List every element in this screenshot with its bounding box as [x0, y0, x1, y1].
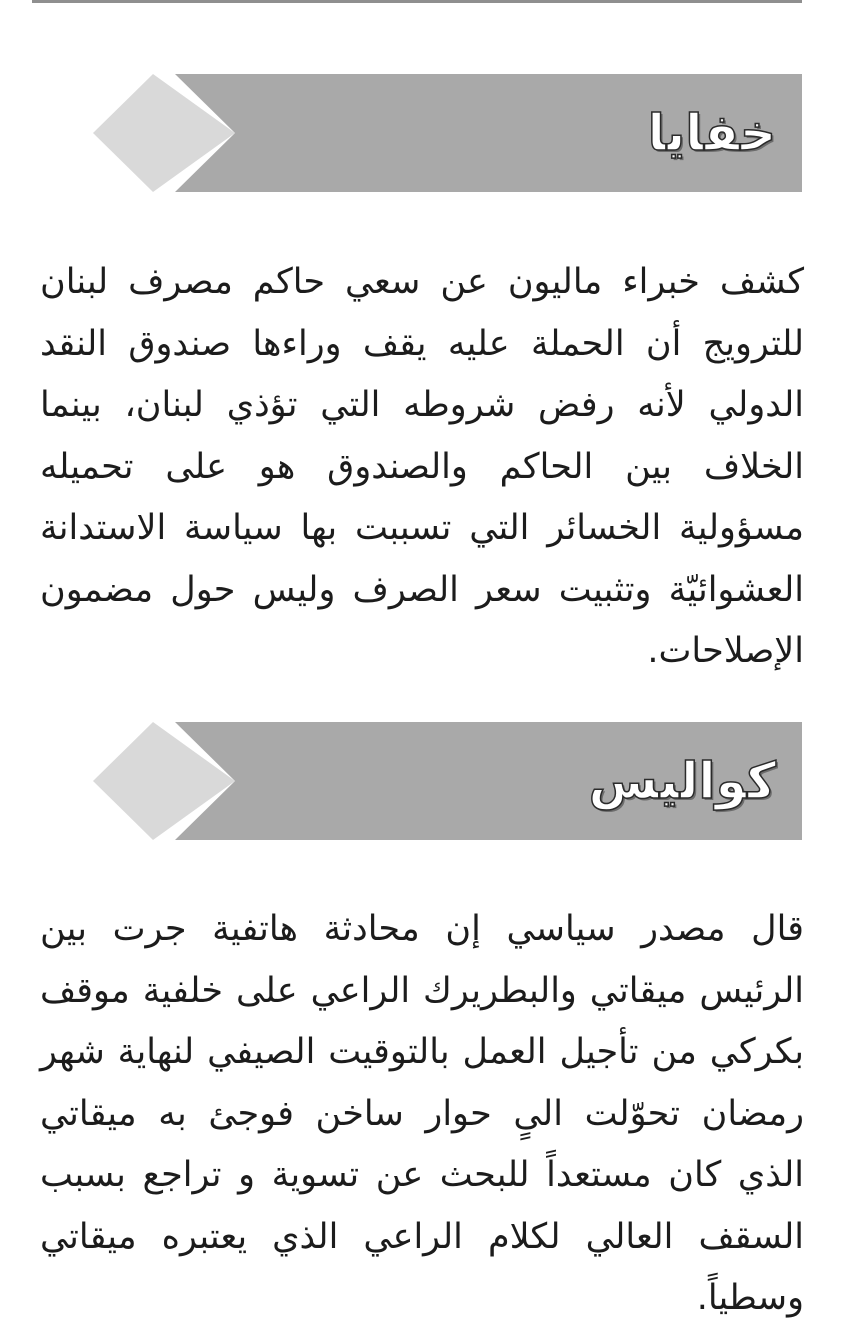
section-banner-secrets [83, 74, 802, 192]
top-divider [32, 0, 802, 3]
section-banner-backstage [83, 722, 802, 840]
section-body-text: قال مصدر سياسي إن محادثة هاتفية جرت بين الرئيس ميقاتي والبطريرك الراعي على خلفية موقف بكركي من تأجيل العمل بالتوقيت الصيفي لنهاية شهر رمضان تحوّلت الىٍ حوار ساخن فوجئ به ميقاتي الذي كان مستعداً للبحث عن تسوية و تراجع بسبب السقف العالي لكلام الراعي الذي يعتبره ميقاتي وسطياً. [40, 909, 804, 1318]
section-title: كواليس [588, 752, 776, 810]
section-body-text: كشف خبراء ماليون عن سعي حاكم مصرف لبنان للترويج أن الحملة عليه يقف وراءها صندوق النقد الدولي لأنه رفض شروطه التي تؤذي لبنان، بينما الخلاف بين الحاكم والصندوق هو على تحميله مسؤولية الخسائر التي تسببت بها سياسة الاستدانة العشوائيّة وتثبيت سعر الصرف وليس حول مضمون الإصلاحات. [40, 262, 804, 671]
section-title: خفايا [647, 104, 776, 162]
